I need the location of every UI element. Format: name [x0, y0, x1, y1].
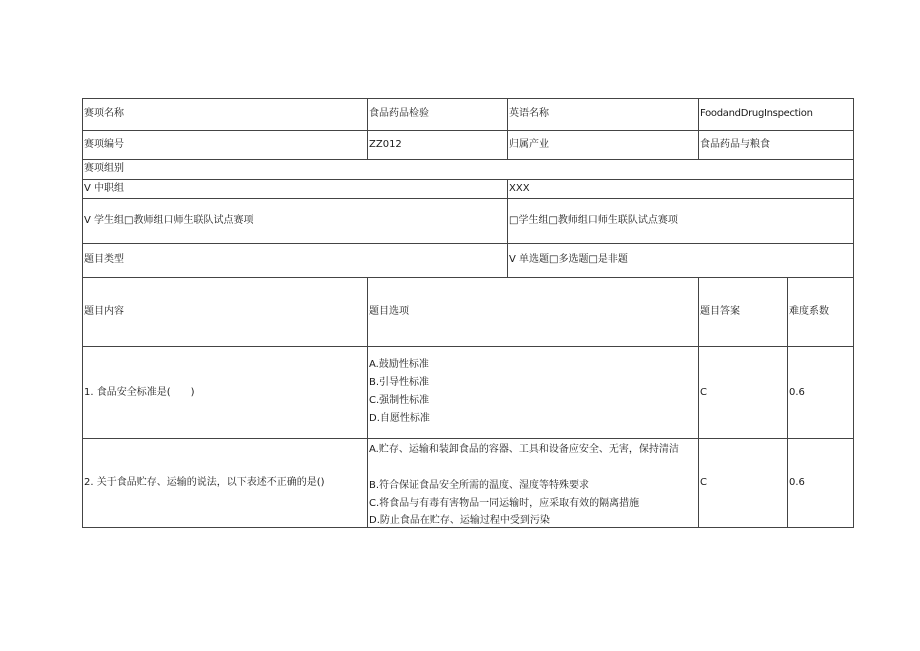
table-rule: [82, 198, 854, 199]
question-2-option-b: B.符合保证食品安全所需的温度、湿度等特殊要求: [369, 480, 590, 491]
table-rule: [82, 438, 854, 439]
event-group-label: 赛项组别: [84, 163, 124, 174]
question-2-option-d: D.防止食品在贮存、运输过程中受到污染: [369, 515, 550, 526]
question-1-option-b: B.引导性标准: [369, 377, 430, 388]
header-question-content: 题目内容: [84, 306, 124, 317]
table-border: [82, 98, 83, 528]
question-2-difficulty: 0.6: [789, 477, 805, 488]
header-difficulty: 难度系数: [789, 306, 829, 317]
header-answer: 题目答案: [700, 306, 740, 317]
table-rule: [787, 277, 788, 528]
table-rule: [82, 346, 854, 347]
table-rule: [82, 159, 854, 160]
question-1-option-d: D.自愿性标准: [369, 413, 430, 424]
english-name-value: FoodandDrugInspection: [700, 108, 813, 119]
question-type-value: V 单选题□多选题□是非题: [509, 254, 628, 265]
table-rule: [82, 277, 854, 278]
industry-value: 食品药品与粮食: [700, 139, 770, 150]
table-rule: [507, 98, 508, 160]
question-1-option-c: C.强制性标准: [369, 395, 430, 406]
question-2-option-a: A.贮存、运输和装卸食品的容器、工具和设备应安全、无害，保持清洁: [369, 444, 679, 455]
table-rule: [507, 179, 508, 278]
table-rule: [698, 98, 699, 160]
event-code-value: ZZ012: [369, 139, 402, 150]
event-name-value: 食品药品检验: [369, 108, 429, 119]
participant-type-left: V 学生组□教师组口师生联队试点赛项: [84, 215, 254, 226]
question-2-option-c: C.将食品与有毒有害物品一同运输时，应采取有效的隔离措施: [369, 498, 640, 509]
table-rule: [367, 277, 368, 528]
table-rule: [367, 98, 368, 160]
question-1-content: 1. 食品安全标准是( ): [84, 387, 195, 398]
table-border: [853, 98, 854, 528]
table-border: [82, 98, 854, 99]
question-1-answer: C: [700, 387, 707, 398]
question-2-content: 2. 关于食品贮存、运输的说法，以下表述不正确的是(): [84, 477, 325, 488]
question-1-option-a: A.鼓励性标准: [369, 359, 429, 370]
event-name-label: 赛项名称: [84, 108, 124, 119]
participant-type-right: □学生组□教师组口师生联队试点赛项: [509, 215, 678, 226]
question-1-difficulty: 0.6: [789, 387, 805, 398]
vocational-group: V 中职组: [84, 183, 125, 194]
industry-label: 归属产业: [509, 139, 549, 150]
event-code-label: 赛项编号: [84, 139, 124, 150]
group-placeholder: XXX: [509, 183, 530, 194]
question-2-answer: C: [700, 477, 707, 488]
english-name-label: 英语名称: [509, 108, 549, 119]
table-rule: [82, 179, 854, 180]
question-type-label: 题目类型: [84, 254, 124, 265]
table-rule: [82, 130, 854, 131]
table-rule: [698, 277, 699, 528]
table-rule: [82, 243, 854, 244]
header-question-options: 题目选项: [369, 306, 409, 317]
